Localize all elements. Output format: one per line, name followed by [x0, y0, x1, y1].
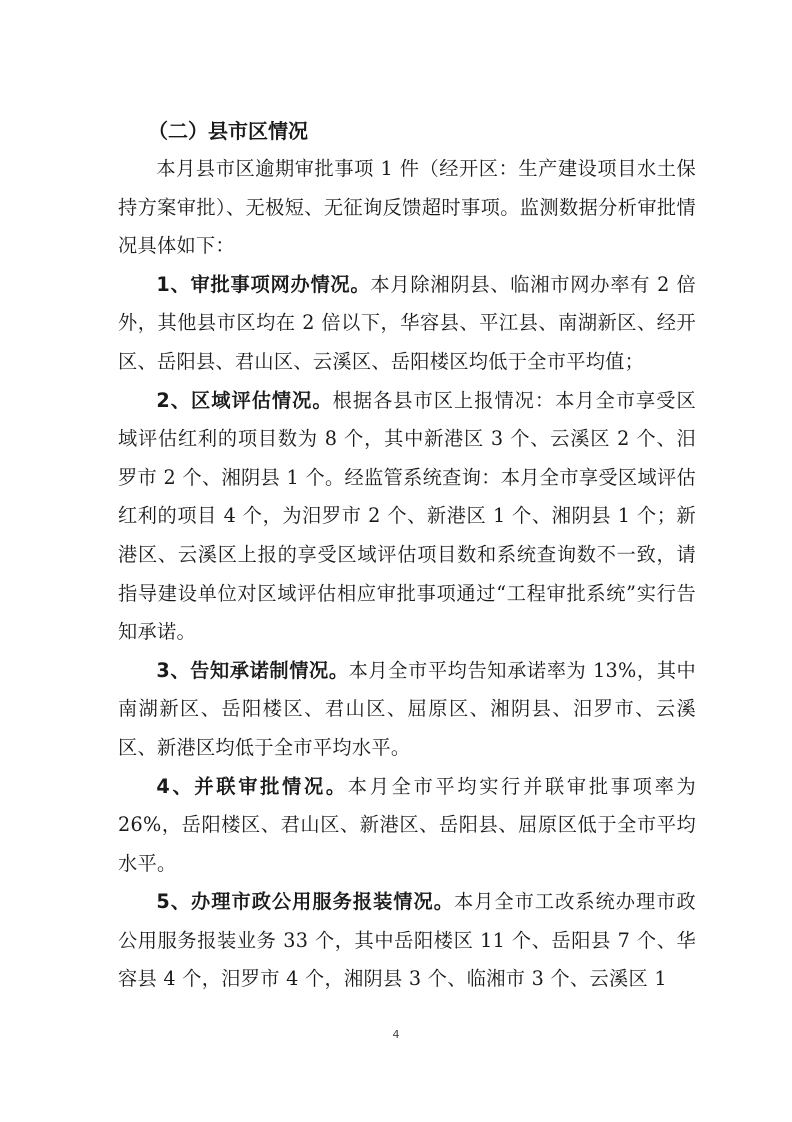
- item-text-4: 本月全市平均实行并联审批事项率为 26%，岳阳楼区、君山区、新港区、岳阳县、屈原区低于全市平均水平。: [118, 774, 696, 875]
- item-lead-1: 1、审批事项网办情况。: [156, 272, 371, 296]
- intro-paragraph: 本月县市区逾期审批事项 1 件（经开区：生产建设项目水土保持方案审批）、无极短、无征询反馈超时事项。监测数据分析审批情况具体如下：: [118, 157, 696, 258]
- item-text-1: 本月除湘阴县、临湘市网办率有 2 倍外，其他县市区均在 2 倍以下，华容县、平江县、南湖新区、经开区、岳阳县、君山区、云溪区、岳阳楼区均低于全市平均值；: [118, 272, 696, 373]
- page-number: 4: [392, 1028, 400, 1041]
- item-paragraph-4: [118, 768, 696, 884]
- item-paragraph-1: [118, 266, 696, 382]
- item-lead-4: 4、并联审批情况。: [156, 774, 348, 798]
- item-lead-2: 2、区域评估情况。: [156, 388, 333, 412]
- item-text-2: 根据各县市区上报情况：本月全市享受区域评估红利的项目数为 8 个，其中新港区 3 个、云溪区 2 个、汨罗市 2 个、湘阴县 1 个。经监管系统查询：本月全市享受区域评估红利的项目 4 个，为汨罗市 2 个、新港区 1 个、湘阴县 1 个；新港区、云溪区上报的享受区域评估项目数和系统查询数不一致，请指导建设单位对区域评估相应审批事项通过“工程审批系统”实行告知承诺。: [118, 388, 696, 644]
- item-text-3: 本月全市平均告知承诺率为 13%，其中南湖新区、岳阳楼区、君山区、屈原区、湘阴县、汨罗市、云溪区、新港区均低于全市平均水平。: [118, 658, 696, 759]
- item-paragraph-2: [118, 382, 696, 652]
- item-lead-3: 3、告知承诺制情况。: [156, 658, 349, 682]
- page-content: [118, 112, 696, 999]
- item-lead-5: 5、办理市政公用服务报装情况。: [156, 890, 454, 914]
- item-paragraph-5: [118, 883, 696, 999]
- item-paragraph-3: [118, 652, 696, 768]
- section-heading: （二）县市区情况: [148, 119, 308, 143]
- item-text-5: 本月全市工改系统办理市政公用服务报装业务 33 个，其中岳阳楼区 11 个、岳阳县 7 个、华容县 4 个，汨罗市 4 个，湘阴县 3 个、临湘市 3 个、云溪区 1: [118, 890, 696, 991]
